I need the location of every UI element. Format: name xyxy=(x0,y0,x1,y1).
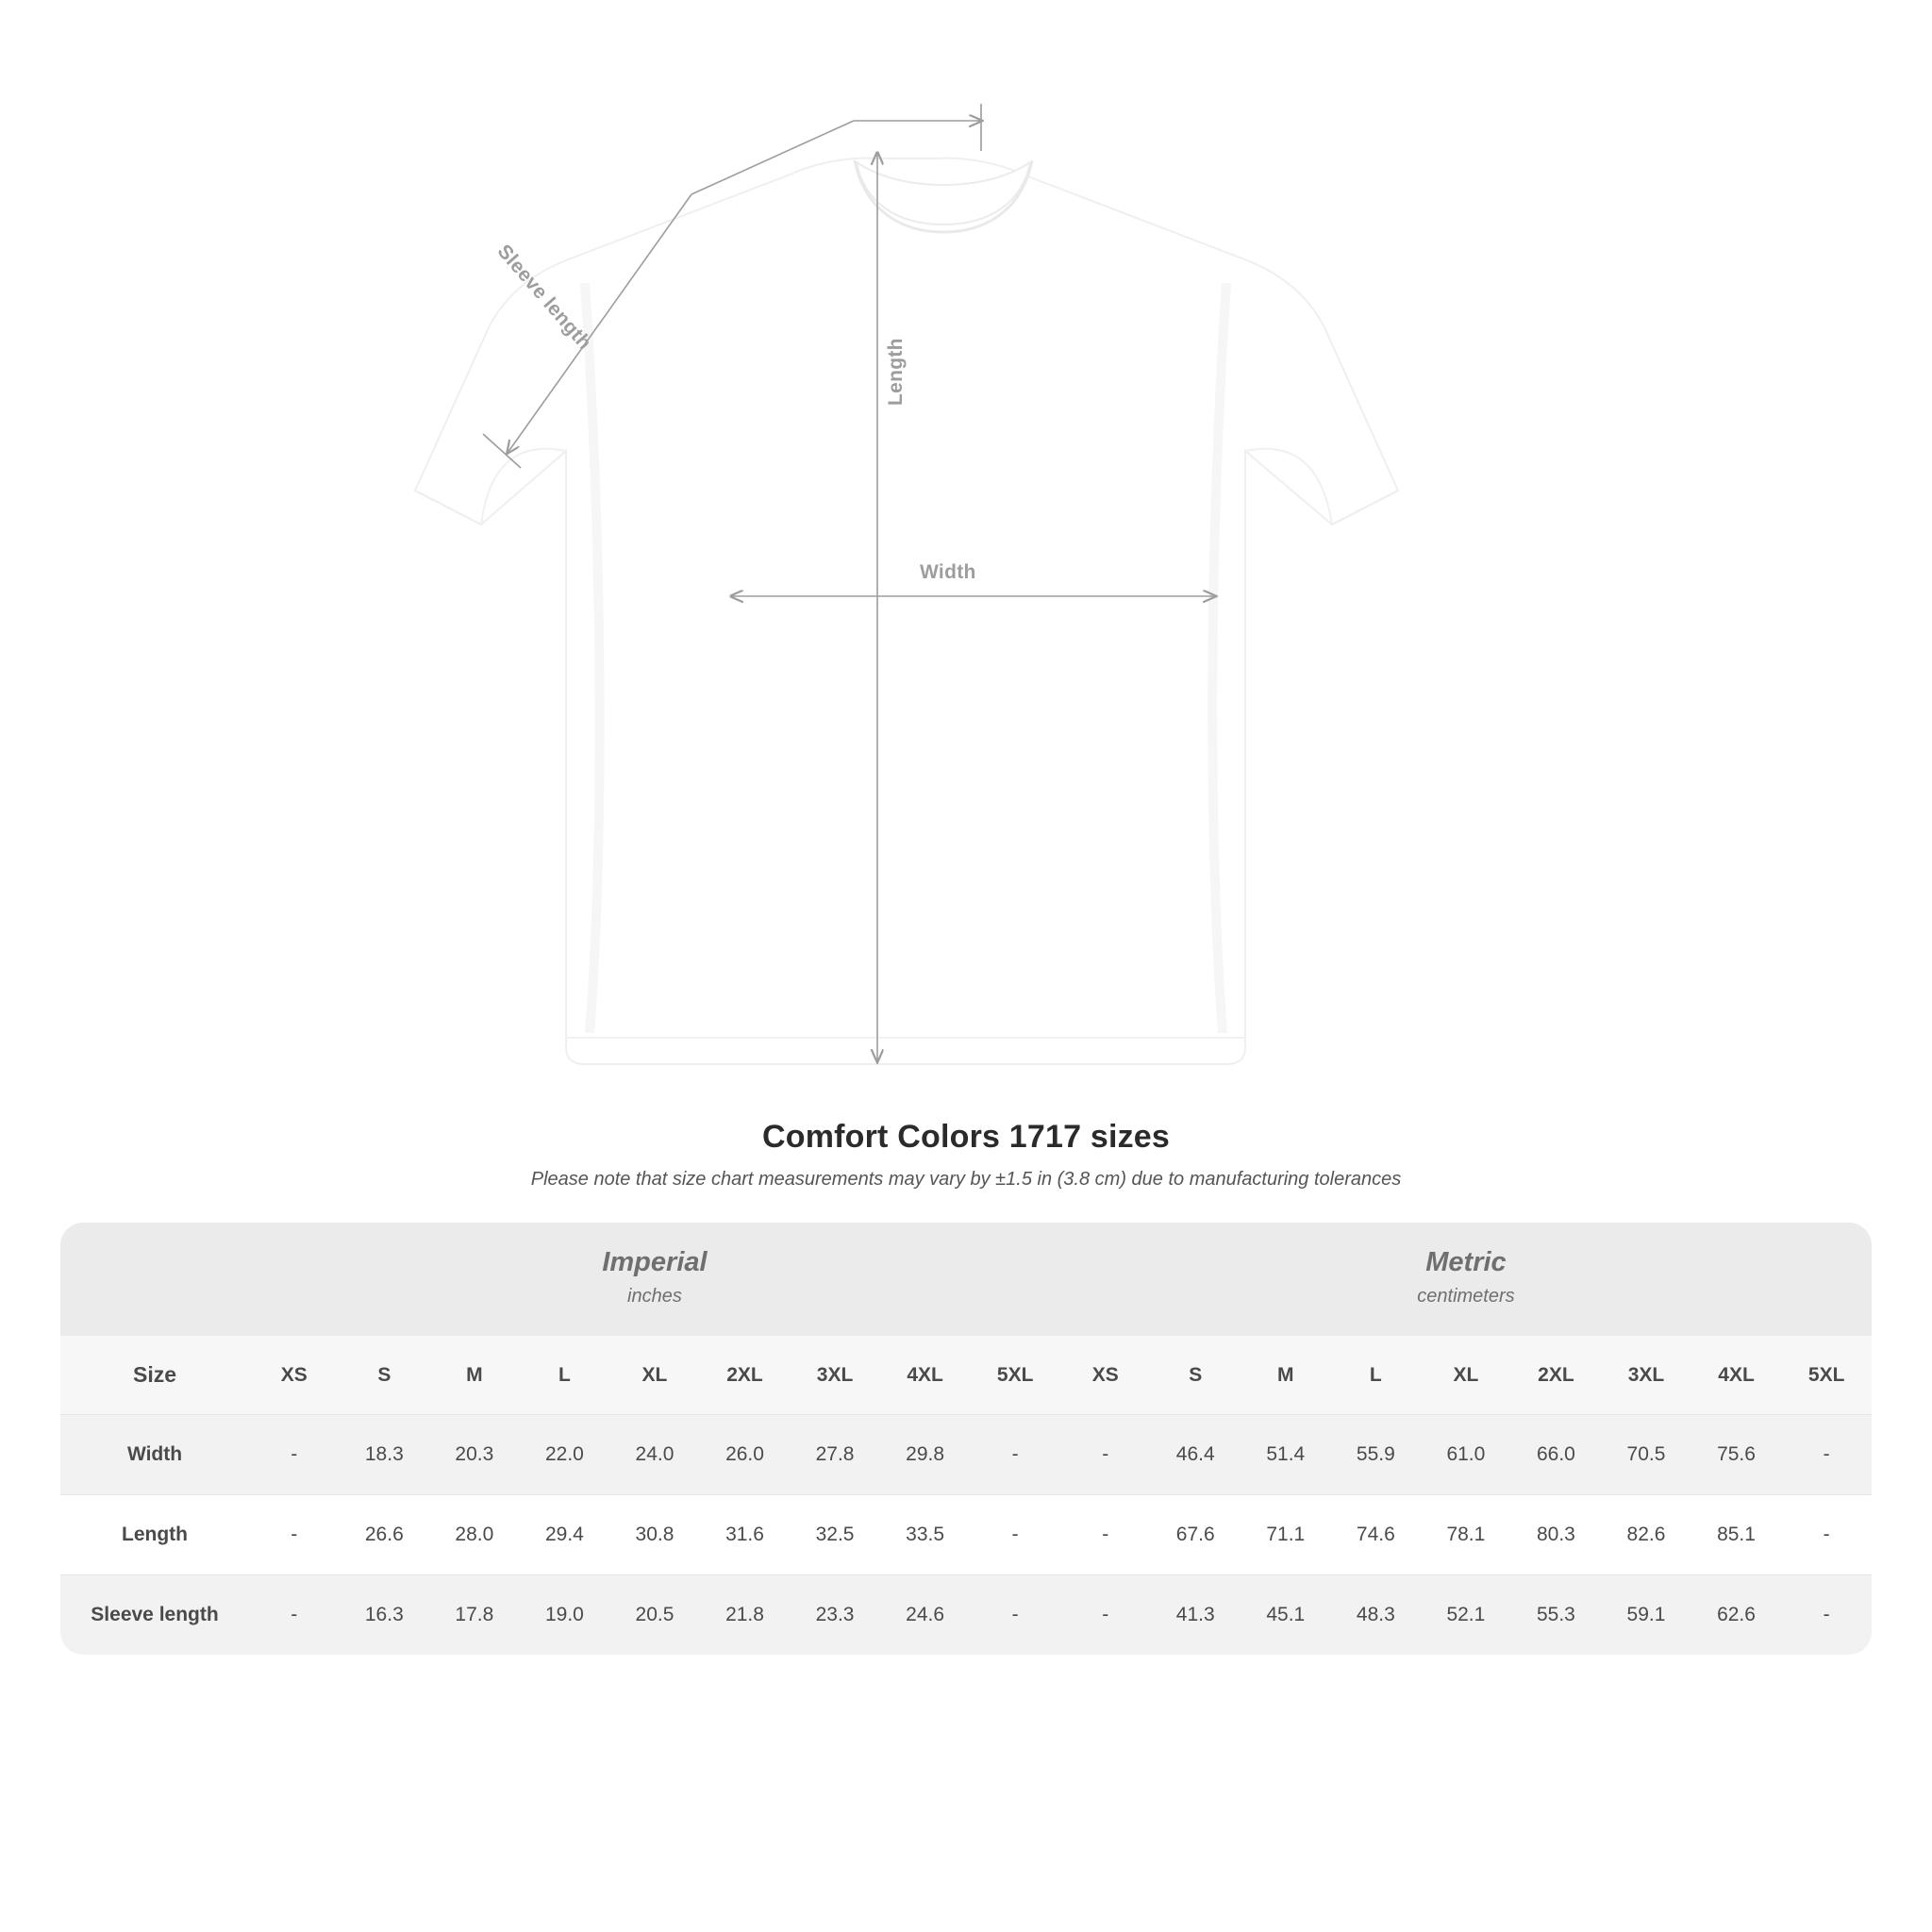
size-header-imperial-s: S xyxy=(340,1336,430,1415)
unit-group-imperial-sub: inches xyxy=(627,1286,682,1307)
unit-group-imperial xyxy=(249,1223,1060,1336)
unit-group-metric-name: Metric xyxy=(1425,1247,1507,1277)
cell-length-metric-xs: - xyxy=(1060,1495,1151,1575)
cell-width-imperial-5xl: - xyxy=(970,1415,1060,1495)
width-dimension-label: Width xyxy=(920,561,976,583)
cell-width-imperial-xs: - xyxy=(249,1415,340,1495)
cell-length-imperial-xs: - xyxy=(249,1495,340,1575)
cell-length-imperial-l: 29.4 xyxy=(520,1495,610,1575)
size-header-metric-xl: XL xyxy=(1421,1336,1511,1415)
size-header-metric-l: L xyxy=(1331,1336,1422,1415)
size-header-imperial-m: M xyxy=(429,1336,520,1415)
row-label-sleeve-length: Sleeve length xyxy=(60,1575,249,1656)
cell-width-imperial-m: 20.3 xyxy=(429,1415,520,1495)
row-label-length: Length xyxy=(60,1495,249,1575)
size-table-head xyxy=(60,1223,1872,1415)
cell-sleeve-imperial-2xl: 21.8 xyxy=(700,1575,791,1656)
cell-sleeve-metric-2xl: 55.3 xyxy=(1511,1575,1602,1656)
size-header-imperial-xs: XS xyxy=(249,1336,340,1415)
unit-group-metric xyxy=(1060,1223,1872,1336)
cell-length-metric-3xl: 82.6 xyxy=(1601,1495,1691,1575)
table-row xyxy=(60,1495,1872,1575)
tolerance-note: Please note that size chart measurements may vary by ±1.5 in (3.8 cm) due to manufacturing tolerances xyxy=(530,1169,1402,1190)
size-header-imperial-l: L xyxy=(520,1336,610,1415)
cell-sleeve-metric-s: 41.3 xyxy=(1150,1575,1241,1656)
cell-sleeve-metric-m: 45.1 xyxy=(1241,1575,1331,1656)
cell-width-metric-m: 51.4 xyxy=(1241,1415,1331,1495)
cell-sleeve-imperial-3xl: 23.3 xyxy=(790,1575,880,1656)
size-header-imperial-4xl: 4XL xyxy=(880,1336,971,1415)
cell-sleeve-imperial-m: 17.8 xyxy=(429,1575,520,1656)
cell-sleeve-imperial-xl: 20.5 xyxy=(609,1575,700,1656)
size-header-metric-s: S xyxy=(1150,1336,1241,1415)
cell-width-metric-2xl: 66.0 xyxy=(1511,1415,1602,1495)
size-table-body xyxy=(60,1415,1872,1656)
cell-sleeve-imperial-4xl: 24.6 xyxy=(880,1575,971,1656)
page-title: Comfort Colors 1717 sizes xyxy=(761,1119,1171,1155)
cell-width-imperial-3xl: 27.8 xyxy=(790,1415,880,1495)
cell-sleeve-metric-l: 48.3 xyxy=(1331,1575,1422,1656)
cell-sleeve-imperial-5xl: - xyxy=(970,1575,1060,1656)
cell-width-imperial-xl: 24.0 xyxy=(609,1415,700,1495)
cell-width-metric-xl: 61.0 xyxy=(1421,1415,1511,1495)
cell-sleeve-metric-xl: 52.1 xyxy=(1421,1575,1511,1656)
row-label-width: Width xyxy=(60,1415,249,1495)
cell-length-metric-m: 71.1 xyxy=(1241,1495,1331,1575)
cell-sleeve-metric-xs: - xyxy=(1060,1575,1151,1656)
size-header-label: Size xyxy=(60,1336,249,1415)
length-dimension-label: Length xyxy=(885,338,907,406)
cell-sleeve-imperial-s: 16.3 xyxy=(340,1575,430,1656)
cell-width-imperial-4xl: 29.8 xyxy=(880,1415,971,1495)
cell-width-imperial-s: 18.3 xyxy=(340,1415,430,1495)
size-header-imperial-5xl: 5XL xyxy=(970,1336,1060,1415)
cell-length-imperial-2xl: 31.6 xyxy=(700,1495,791,1575)
cell-sleeve-metric-3xl: 59.1 xyxy=(1601,1575,1691,1656)
cell-length-imperial-xl: 30.8 xyxy=(609,1495,700,1575)
size-table-wrapper xyxy=(60,1223,1872,1655)
unit-group-imperial-name: Imperial xyxy=(602,1247,708,1277)
size-header-row xyxy=(60,1336,1872,1415)
cell-length-metric-5xl: - xyxy=(1781,1495,1872,1575)
cell-length-imperial-4xl: 33.5 xyxy=(880,1495,971,1575)
unit-group-row xyxy=(60,1223,1872,1336)
cell-width-metric-3xl: 70.5 xyxy=(1601,1415,1691,1495)
cell-width-imperial-2xl: 26.0 xyxy=(700,1415,791,1495)
title-block xyxy=(0,1119,1932,1191)
size-header-imperial-2xl: 2XL xyxy=(700,1336,791,1415)
cell-width-metric-xs: - xyxy=(1060,1415,1151,1495)
cell-length-imperial-3xl: 32.5 xyxy=(790,1495,880,1575)
cell-width-metric-5xl: - xyxy=(1781,1415,1872,1495)
cell-width-imperial-l: 22.0 xyxy=(520,1415,610,1495)
cell-width-metric-s: 46.4 xyxy=(1150,1415,1241,1495)
cell-length-imperial-s: 26.6 xyxy=(340,1495,430,1575)
cell-sleeve-metric-4xl: 62.6 xyxy=(1691,1575,1782,1656)
size-header-metric-xs: XS xyxy=(1060,1336,1151,1415)
cell-length-metric-xl: 78.1 xyxy=(1421,1495,1511,1575)
cell-width-metric-l: 55.9 xyxy=(1331,1415,1422,1495)
tshirt-shape xyxy=(415,158,1398,1064)
size-header-imperial-xl: XL xyxy=(609,1336,700,1415)
sleeve-length-dimension-label: Sleeve length xyxy=(492,241,596,355)
size-header-metric-5xl: 5XL xyxy=(1781,1336,1872,1415)
unit-spacer xyxy=(60,1223,249,1336)
cell-length-metric-s: 67.6 xyxy=(1150,1495,1241,1575)
table-row xyxy=(60,1575,1872,1656)
cell-length-metric-4xl: 85.1 xyxy=(1691,1495,1782,1575)
cell-length-imperial-5xl: - xyxy=(970,1495,1060,1575)
cell-sleeve-imperial-l: 19.0 xyxy=(520,1575,610,1656)
cell-length-imperial-m: 28.0 xyxy=(429,1495,520,1575)
size-header-metric-2xl: 2XL xyxy=(1511,1336,1602,1415)
cell-width-metric-4xl: 75.6 xyxy=(1691,1415,1782,1495)
cell-length-metric-2xl: 80.3 xyxy=(1511,1495,1602,1575)
size-header-metric-3xl: 3XL xyxy=(1601,1336,1691,1415)
cell-sleeve-metric-5xl: - xyxy=(1781,1575,1872,1656)
size-table xyxy=(60,1223,1872,1655)
cell-length-metric-l: 74.6 xyxy=(1331,1495,1422,1575)
unit-group-metric-sub: centimeters xyxy=(1417,1286,1515,1307)
size-header-imperial-3xl: 3XL xyxy=(790,1336,880,1415)
size-header-metric-m: M xyxy=(1241,1336,1331,1415)
cell-sleeve-imperial-xs: - xyxy=(249,1575,340,1656)
size-header-metric-4xl: 4XL xyxy=(1691,1336,1782,1415)
table-row xyxy=(60,1415,1872,1495)
